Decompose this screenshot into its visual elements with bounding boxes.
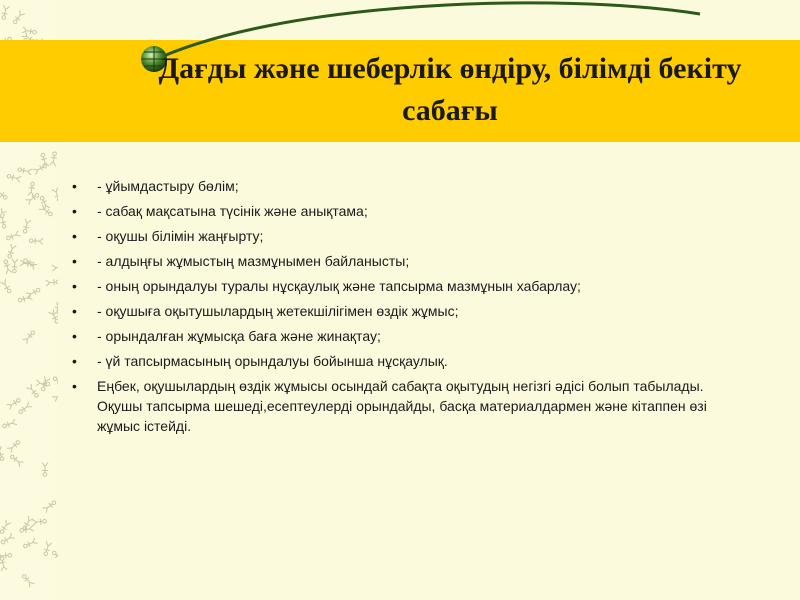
bullet-item [72,201,742,221]
bullet-item [72,251,742,271]
bullet-text: - оқушыға оқытушылардың жетекшілігімен өздік жұмыс; [97,303,459,319]
bullet-text: - алдыңғы жұмыстың мазмұнымен байланысты; [97,253,410,269]
bullet-item [72,276,742,296]
bullet-item [72,326,742,346]
bullet-list [72,176,742,441]
bullet-dot-icon: • [72,278,77,294]
bullet-dot-icon: • [72,253,77,269]
bullet-text: - оқушы білімін жаңғырту; [97,228,264,244]
bullet-dot-icon: • [72,378,77,394]
bullet-item [72,301,742,321]
bullet-item [72,376,742,436]
bullet-text: - орындалған жұмысқа баға және жинақтау; [97,328,381,344]
bullet-text: Еңбек, оқушылардың өздік жұмысы осындай сабақта оқытудың негізгі әдісі болып табылады. Оқушы тапсырма шешеді,есептеулерді орындайды, басқа материалдармен және кітаппен өзі жұмыс істейді. [97,378,707,434]
bullet-dot-icon: • [72,328,77,344]
bullet-dot-icon: • [72,353,77,369]
bullet-text: - ұйымдастыру бөлім; [97,178,239,194]
bullet-item [72,226,742,246]
bullet-text: - сабақ мақсатына түсінік және анықтама; [97,203,368,219]
bullet-text: - үй тапсырмасының орындалуы бойынша нұсқаулық. [97,353,448,369]
slide-title: Дағды және шеберлік өндіру, білімді бекіту сабағы [158,52,742,127]
bullet-text: - оның орындалуы туралы нұсқаулық және тапсырма мазмұнын хабарлау; [97,278,581,294]
bullet-item [72,176,742,196]
bullet-dot-icon: • [72,303,77,319]
bullet-dot-icon: • [72,178,77,194]
bullet-item [72,351,742,371]
bullet-dot-icon: • [72,228,77,244]
bullet-dot-icon: • [72,203,77,219]
